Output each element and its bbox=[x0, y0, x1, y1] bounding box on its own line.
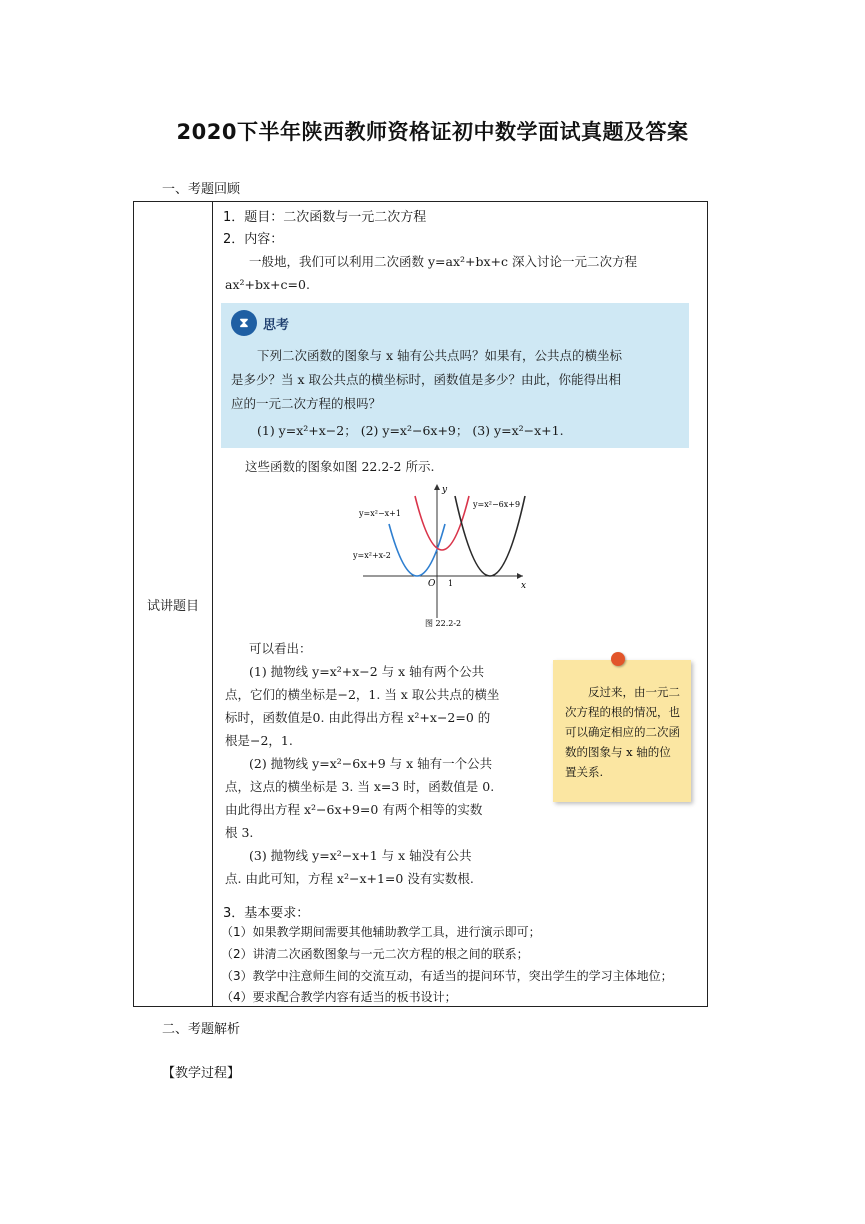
sticky-note-text: 反过来，由一元二次方程的根的情况，也可以确定相应的二次函数的图象与 x 轴的位置关系. bbox=[565, 685, 680, 779]
intro-line-2: ax²+bx+c=0. bbox=[225, 277, 310, 292]
figure-caption: 图 22.2-2 bbox=[425, 619, 462, 628]
sticky-note bbox=[553, 660, 691, 802]
question-label-cell bbox=[134, 202, 213, 1007]
requirement-4: （4）要求配合教学内容有适当的板书设计； bbox=[221, 990, 457, 1004]
graph-intro: 这些函数的图象如图 22.2-2 所示. bbox=[245, 459, 435, 474]
point2-line-2: 点，这点的横坐标是 3. 当 x=3 时，函数值是 0. bbox=[225, 779, 495, 794]
point1-line-1: (1) 抛物线 y=x²+x−2 与 x 轴有两个公共 bbox=[249, 664, 485, 679]
question-topic: 1．题目：二次函数与一元二次方程 bbox=[223, 210, 427, 225]
hourglass-icon: ⧗ bbox=[231, 310, 257, 336]
label-curve-2: y=x²−6x+9 bbox=[473, 500, 521, 509]
label-curve-1: y=x²+x-2 bbox=[353, 551, 391, 560]
requirements-heading: 3．基本要求： bbox=[223, 906, 310, 921]
point3-line-2: 点. 由此可知，方程 x²−x+1=0 没有实数根. bbox=[225, 871, 474, 886]
point2-line-4: 根 3. bbox=[225, 825, 254, 840]
point2-line-1: (2) 抛物线 y=x²−6x+9 与 x 轴有一个公共 bbox=[249, 756, 493, 771]
x-axis-label: x bbox=[521, 581, 527, 591]
section-heading-review: 一、考题回顾 bbox=[162, 182, 241, 197]
question-label: 试讲题目 bbox=[146, 598, 199, 614]
requirement-3: （3）教学中注意师生间的交流互动，有适当的提问环节，突出学生的学习主体地位； bbox=[221, 969, 673, 983]
requirement-1: （1）如果教学期间需要其他辅助教学工具，进行演示即可； bbox=[221, 925, 541, 939]
document-title: 2020下半年陕西教师资格证初中数学面试真题及答案 bbox=[176, 120, 689, 144]
think-line-1: 下列二次函数的图象与 x 轴有公共点吗？如果有，公共点的横坐标 bbox=[257, 348, 622, 363]
y-axis-label: y bbox=[442, 485, 448, 495]
question-table bbox=[133, 201, 708, 1007]
point3-line-1: (3) 抛物线 y=x²−x+1 与 x 轴没有公共 bbox=[249, 848, 472, 863]
y-axis-arrow bbox=[434, 484, 440, 490]
origin-label: O bbox=[428, 579, 436, 589]
think-header bbox=[231, 310, 289, 336]
point1-line-2: 点，它们的横坐标是−2，1. 当 x 取公共点的横坐 bbox=[225, 687, 500, 702]
think-line-2: 是多少？当 x 取公共点的横坐标时，函数值是多少？由此，你能得出相 bbox=[231, 372, 621, 387]
x-axis-arrow bbox=[517, 573, 523, 579]
point1-line-4: 根是−2，1. bbox=[225, 733, 293, 748]
observe-heading: 可以看出： bbox=[249, 641, 312, 656]
tick-one-label: 1 bbox=[448, 579, 454, 588]
pushpin-icon bbox=[611, 652, 625, 666]
parabola-figure bbox=[353, 480, 583, 630]
question-content-cell bbox=[213, 202, 708, 1007]
think-line-3: 应的一元二次方程的根吗？ bbox=[231, 396, 382, 411]
question-content-heading: 2．内容： bbox=[223, 232, 284, 247]
requirement-2: （2）讲清二次函数图象与一元二次方程的根之间的联系； bbox=[221, 947, 529, 961]
think-line-4: (1) y=x²+x−2； (2) y=x²−6x+9； (3) y=x²−x+1. bbox=[257, 423, 564, 438]
label-curve-3: y=x²−x+1 bbox=[359, 509, 401, 518]
think-title: 思考 bbox=[263, 317, 290, 333]
section-heading-analysis: 二、考题解析 bbox=[162, 1022, 241, 1037]
point1-line-3: 标时，函数值是0. 由此得出方程 x²+x−2=0 的 bbox=[225, 710, 491, 725]
point2-line-3: 由此得出方程 x²−6x+9=0 有两个相等的实数 bbox=[225, 802, 483, 817]
think-box bbox=[221, 303, 689, 448]
intro-line-1: 一般地，我们可以利用二次函数 y=ax²+bx+c 深入讨论一元二次方程 bbox=[249, 254, 637, 269]
teaching-process-heading: 【教学过程】 bbox=[162, 1066, 241, 1081]
